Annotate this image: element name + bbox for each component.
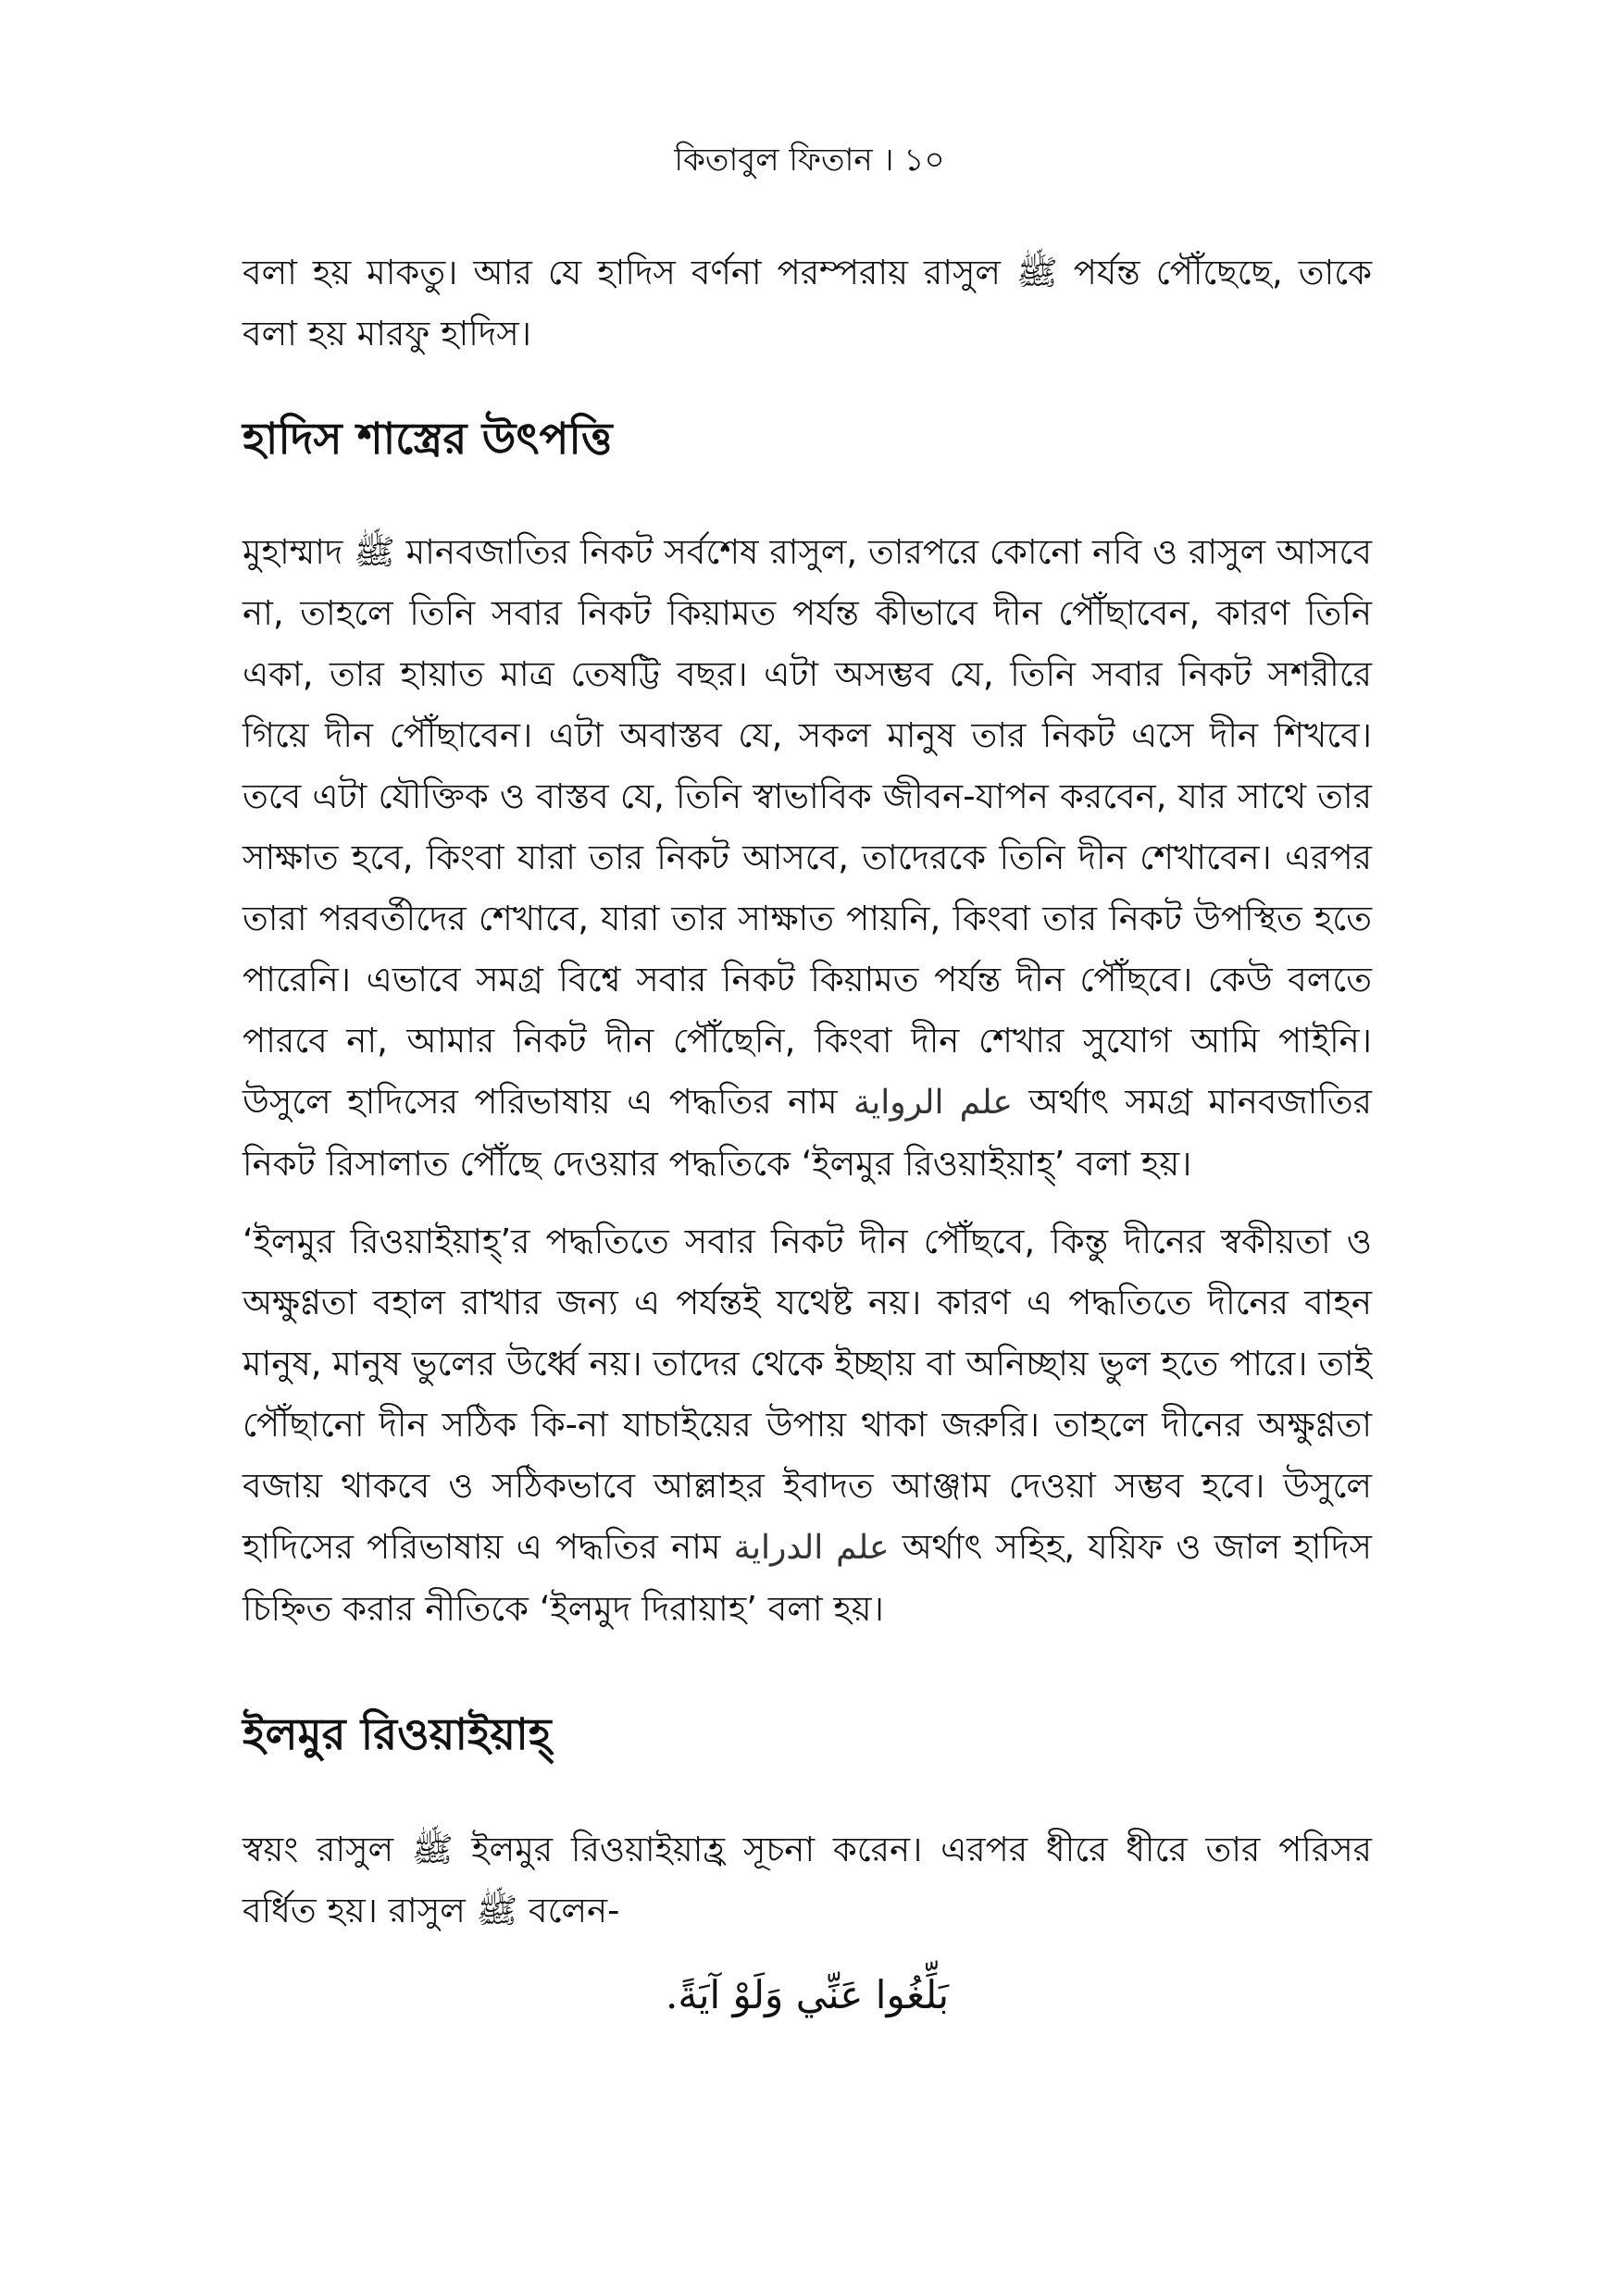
running-header: কিতাবুল ফিতান । ১০	[674, 142, 945, 179]
paragraph-riwayah-method	[243, 522, 1372, 1195]
arabic-term-ilm-riwayah: علم الرواية	[853, 1084, 1013, 1122]
arabic-hadith-quote: بَلِّغُوا عَنِّي وَلَوْ آيَةً.	[665, 1972, 950, 2017]
paragraph-riwayah-text-a: মুহাম্মাদ ﷺ মানবজাতির নিকট সর্বশেষ রাসুল, তারপরে কোনো নবি ও রাসুল আসবে না, তাহলে তিনি সবার নিকট কিয়ামত পর্যন্ত কীভাবে দীন পৌঁছাবেন, কারণ তিনি একা, তার হায়াত মাত্র তেষট্টি বছর। এটা অসম্ভব যে, তিনি সবার নিকট সশরীরে গিয়ে দীন পৌঁছাবেন। এটা অবাস্তব যে, সকল মানুষ তার নিকট এসে দীন শিখবে। তবে এটা যৌক্তিক ও বাস্তব যে, তিনি স্বাভাবিক জীবন-যাপন করবেন, যার সাথে তার সাক্ষাত হবে, কিংবা যারা তার নিকট আসবে, তাদেরকে তিনি দীন শেখাবেন। এরপর তারা পরবর্তীদের শেখাবে, যারা তার সাক্ষাত পায়নি, কিংবা তার নিকট উপস্থিত হতে পারেনি। এভাবে সমগ্র বিশ্বে সবার নিকট কিয়ামত পর্যন্ত দীন পৌঁছবে। কেউ বলতে পারবে না, আমার নিকট দীন পৌঁছেনি, কিংবা দীন শেখার সুযোগ আমি পাইনি। উসুলে হাদিসের পরিভাষায় এ পদ্ধতির নাম	[243, 532, 1372, 1122]
paragraph-intro: বলা হয় মাকতু। আর যে হাদিস বর্ণনা পরম্পরায় রাসুল ﷺ পর্যন্ত পৌঁছেছে, তাকে বলা হয় মারফু হাদিস।	[243, 253, 1372, 354]
section-heading-ilmur-riwayah: ইলমুর রিওয়াইয়াহ্	[243, 1709, 552, 1760]
paragraph-riwayah-text-b: অর্থাৎ সমগ্র মানবজাতির নিকট রিসালাত পৌঁছে দেওয়ার পদ্ধতিকে ‘ইলমুর রিওয়াইয়াহ্’ বলা হয়।	[243, 1082, 1373, 1184]
paragraph-dirayah-text-a: ‘ইলমুর রিওয়াইয়াহ্’র পদ্ধতিতে সবার নিকট দীন পৌঁছবে, কিন্তু দীনের স্বকীয়তা ও অক্ষুণ্ণতা বহাল রাখার জন্য এ পর্যন্তই যথেষ্ট নয়। কারণ এ পদ্ধতিতে দীনের বাহন মানুষ, মানুষ ভুলের উর্ধ্বে নয়। তাদের থেকে ইচ্ছায় বা অনিচ্ছায় ভুল হতে পারে। তাই পৌঁছানো দীন সঠিক কি-না যাচাইয়ের উপায় থাকা জরুরি। তাহলে দীনের অক্ষুণ্ণতা বজায় থাকবে ও সঠিকভাবে আল্লাহর ইবাদত আঞ্জাম দেওয়া সম্ভব হবে। উসুলে হাদিসের পরিভাষায় এ পদ্ধতির নাম	[243, 1222, 1372, 1567]
paragraph-dirayah-method	[243, 1211, 1372, 1640]
section-heading-origin: হাদিস শাস্ত্রের উৎপত্তি	[243, 414, 613, 465]
paragraph-spacer	[243, 1195, 1372, 1211]
paragraph-prophet-began: স্বয়ং রাসুল ﷺ ইলমুর রিওয়াইয়াহ্র সূচনা করেন। এরপর ধীরে ধীরে তার পরিসর বর্ধিত হয়। রাসুল ﷺ বলেন-	[243, 1830, 1372, 1930]
paragraph-dirayah-text-b: অর্থাৎ সহিহ, যয়িফ ও জাল হাদিস চিহ্নিত করার নীতিকে ‘ইলমুদ দিরায়াহ’ বলা হয়।	[243, 1527, 1372, 1629]
page-body	[243, 242, 1372, 2032]
arabic-term-ilm-dirayah: علم الدراية	[733, 1529, 890, 1567]
